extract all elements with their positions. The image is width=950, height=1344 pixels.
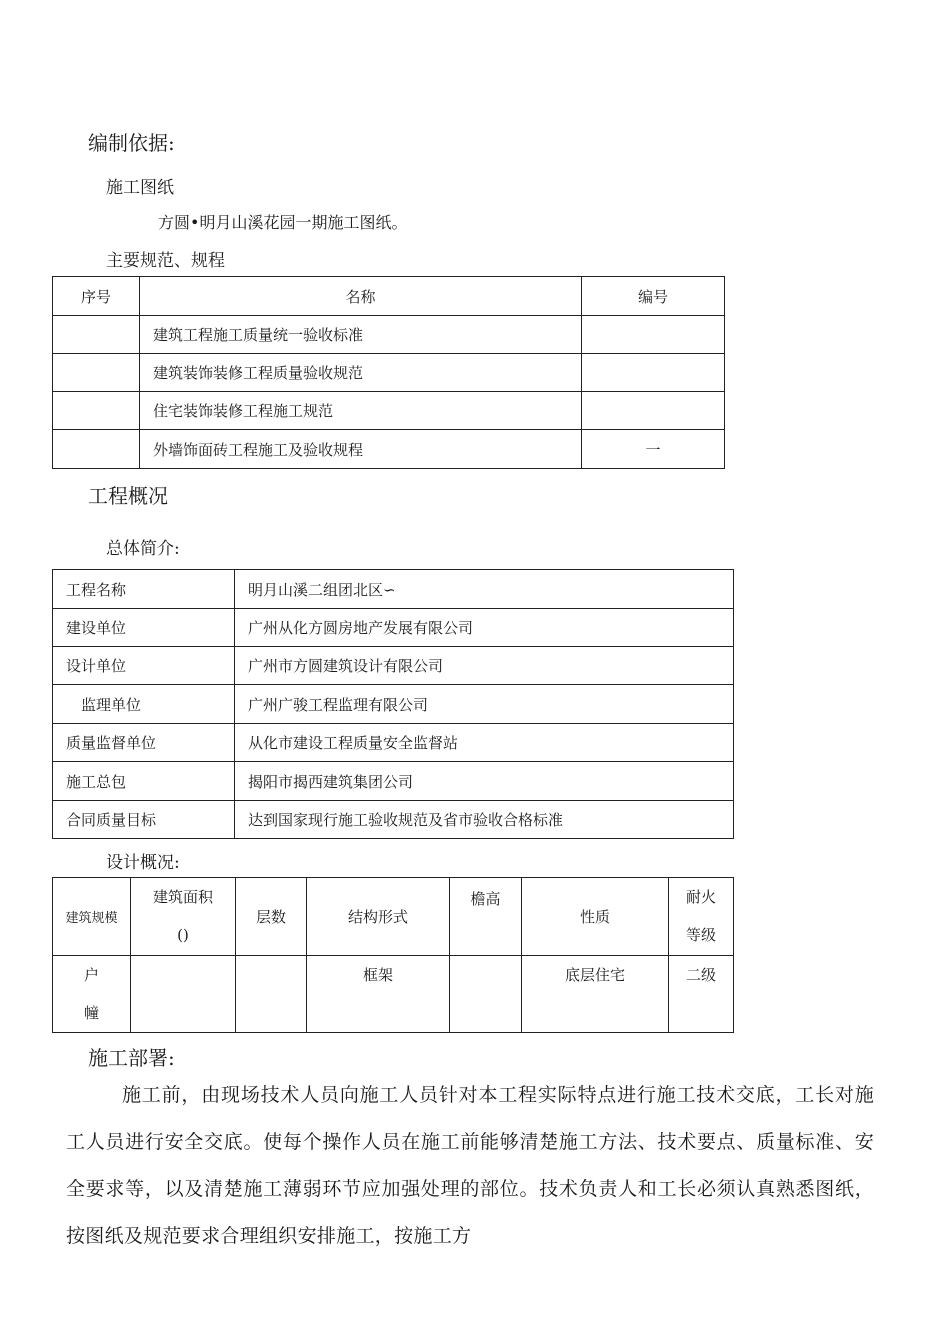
cell-value: 明月山溪二组团北区∽: [235, 570, 734, 609]
table-row: [53, 762, 734, 801]
heading-standards: 主要规范、规程: [106, 251, 225, 271]
table-header-row: [53, 277, 725, 316]
cell-no: [53, 354, 140, 392]
header-scale: 建筑规模: [53, 878, 131, 956]
cell-label: 施工总包: [53, 762, 235, 801]
cell-scale-line2: 幢: [83, 1004, 99, 1022]
table-row: [53, 647, 734, 685]
header-floors: 层数: [236, 878, 307, 956]
cell-no: [53, 430, 140, 469]
heading-summary: 总体简介:: [106, 539, 180, 559]
cell-label: 合同质量目标: [53, 801, 235, 839]
design-table: [52, 877, 734, 1033]
heading-overview: 工程概况: [88, 484, 168, 508]
heading-deployment: 施工部署:: [88, 1046, 175, 1070]
heading-design: 设计概况:: [106, 853, 180, 873]
cell-value: 广州市方圆建筑设计有限公司: [235, 647, 734, 685]
cell-floors: [236, 956, 307, 1033]
cell-label: 质量监督单位: [53, 724, 235, 762]
cell-name: 建筑装饰装修工程质量验收规范: [140, 354, 582, 392]
header-structure: 结构形式: [307, 878, 450, 956]
standards-table: [52, 276, 725, 469]
cell-value: 达到国家现行施工验收规范及省市验收合格标准: [235, 801, 734, 839]
table-row: [53, 316, 725, 354]
header-area: [131, 878, 236, 956]
header-code: 编号: [582, 277, 725, 316]
cell-value: 广州广骏工程监理有限公司: [235, 685, 734, 724]
cell-value: 揭阳市揭西建筑集团公司: [235, 762, 734, 801]
header-eave: 檐高: [450, 878, 522, 956]
drawings-text: 方圆•明月山溪花园一期施工图纸。: [158, 213, 408, 232]
cell-name: 建筑工程施工质量统一验收标准: [140, 316, 582, 354]
table-row: [53, 392, 725, 430]
table-row: [53, 430, 725, 469]
header-fire-line1: 耐火: [685, 888, 716, 906]
header-no: 序号: [53, 277, 140, 316]
deployment-paragraph: 施工前，由现场技术人员向施工人员针对本工程实际特点进行施工技术交底，工长对施工人员进行安全交底。使每个操作人员在施工前能够清楚施工方法、技术要点、质量标准、安全要求等，以及清楚施工薄弱环节应加强处理的部位。技术负责人和工长必须认真熟悉图纸，按图纸及规范要求合理组织安排施工，按施工方: [66, 1084, 874, 1247]
cell-code: [582, 316, 725, 354]
cell-value: 广州从化方圆房地产发展有限公司: [235, 609, 734, 647]
table-row: [53, 354, 725, 392]
header-fire-line2: 等级: [685, 926, 716, 944]
cell-area: [131, 956, 236, 1033]
header-nature: 性质: [522, 878, 669, 956]
cell-name: 住宅装饰装修工程施工规范: [140, 392, 582, 430]
cell-nature: 底层住宅: [522, 956, 669, 1033]
table-row: [53, 609, 734, 647]
cell-structure: 框架: [307, 956, 450, 1033]
header-area-line2: (): [177, 926, 189, 944]
cell-label: 监理单位: [53, 685, 235, 724]
cell-eave: [450, 956, 522, 1033]
cell-code: [582, 392, 725, 430]
table-row: [53, 724, 734, 762]
table-row: [53, 685, 734, 724]
cell-scale: [53, 956, 131, 1033]
header-name: 名称: [140, 277, 582, 316]
cell-no: [53, 316, 140, 354]
cell-name: 外墙饰面砖工程施工及验收规程: [140, 430, 582, 469]
cell-fire: 二级: [669, 956, 734, 1033]
heading-drawings: 施工图纸: [106, 178, 174, 198]
table-row: [53, 956, 734, 1033]
cell-value: 从化市建设工程质量安全监督站: [235, 724, 734, 762]
cell-code: 一: [582, 430, 725, 469]
cell-label: 设计单位: [53, 647, 235, 685]
header-area-line1: 建筑面积: [152, 888, 213, 906]
table-row: [53, 570, 734, 609]
overview-table: [52, 569, 734, 839]
cell-scale-line1: 户: [83, 966, 99, 984]
header-fire: [669, 878, 734, 956]
cell-label: 建设单位: [53, 609, 235, 647]
cell-label: 工程名称: [53, 570, 235, 609]
cell-no: [53, 392, 140, 430]
heading-basis: 编制依据:: [88, 131, 175, 155]
table-row: [53, 801, 734, 839]
table-header-row: [53, 878, 734, 956]
cell-code: [582, 354, 725, 392]
